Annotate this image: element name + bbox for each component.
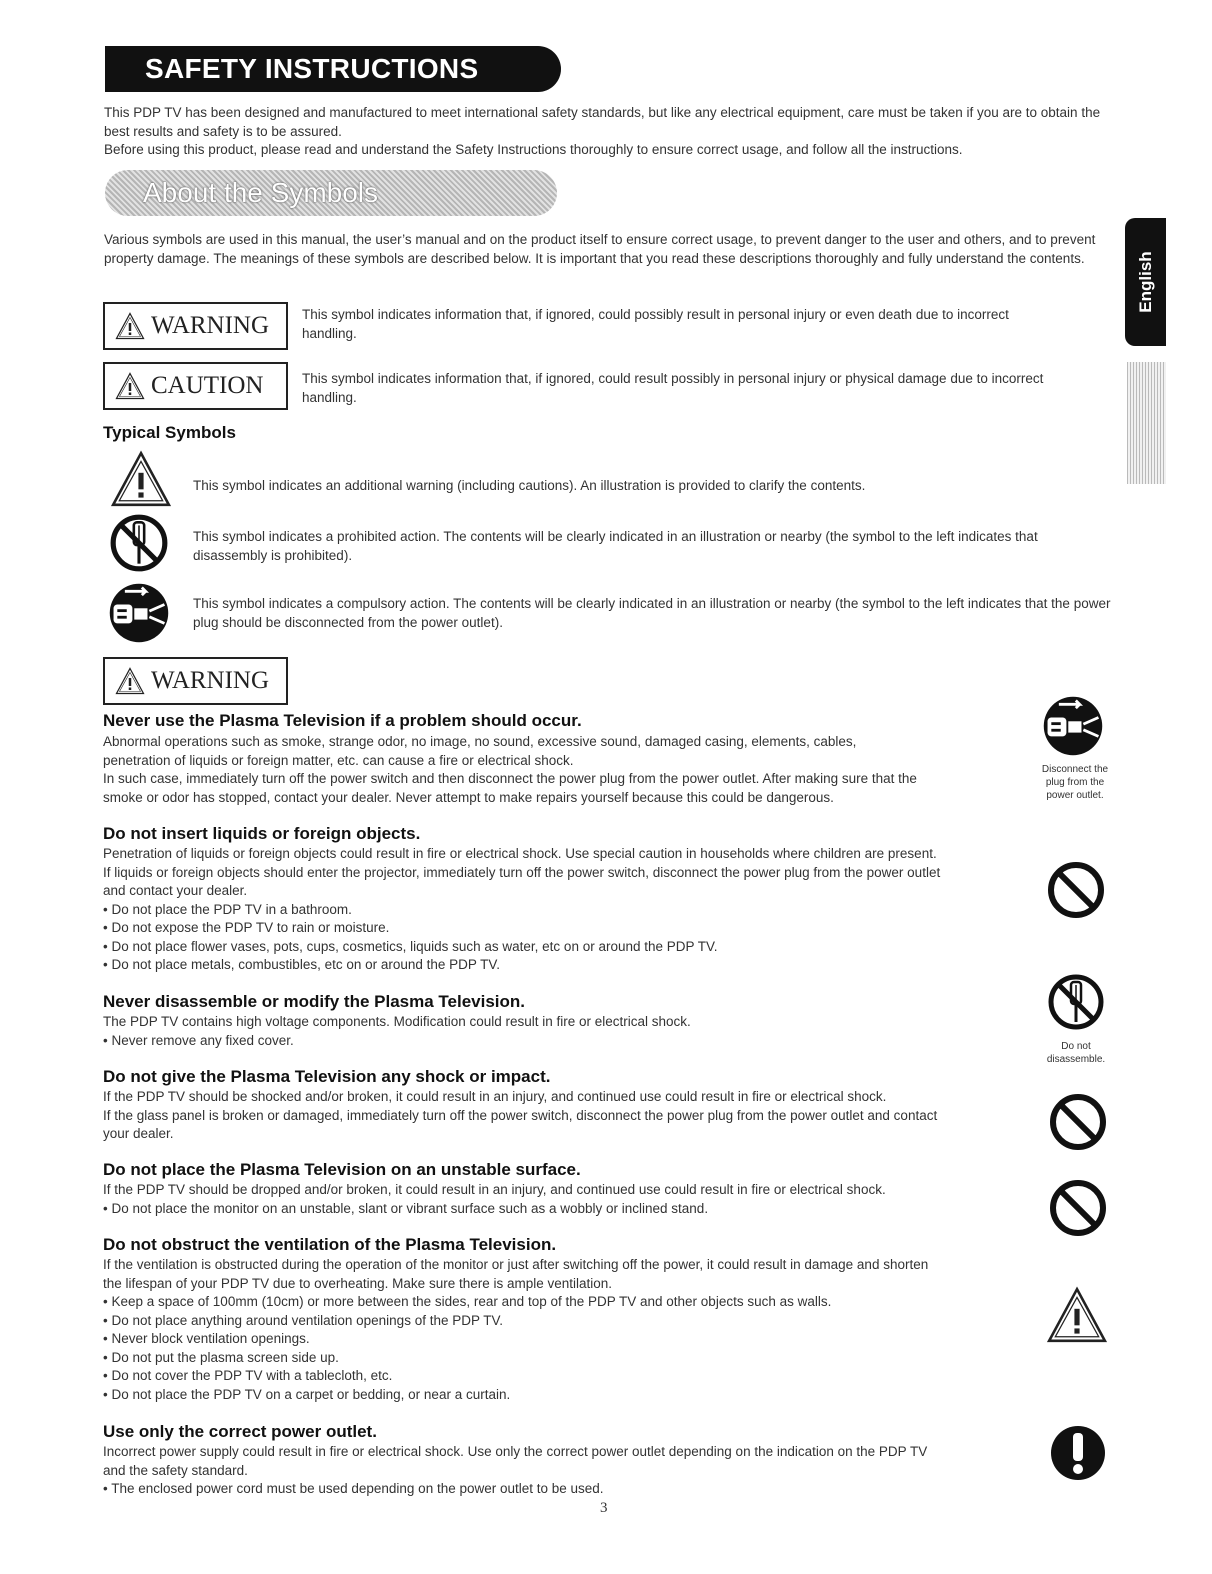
item-heading: Do not give the Plasma Television any shock or impact.	[103, 1067, 551, 1086]
no-disassembly-icon	[108, 512, 170, 574]
item-line: • Do not place the PDP TV in a bathroom.	[103, 901, 352, 917]
warning-triangle-icon	[110, 450, 172, 508]
item-line: In such case, immediately turn off the power switch and then disconnect the power plug from the power outlet. After making sure that the	[103, 771, 917, 786]
item-line: • Do not expose the PDP TV to rain or moisture.	[103, 920, 390, 935]
symbols-intro: Various symbols are used in this manual, the user’s manual and on the product itself to ensure correct usage, to prevent danger to the user and others, and to prevent property damage. The meanings of these symbols are described below. It is important that you read these descriptions thoroughly and fully understand the contents.	[104, 232, 1096, 266]
warning-section-label: WARNING	[151, 667, 270, 694]
warning-label: WARNING	[151, 312, 270, 339]
warning-triangle-icon	[115, 667, 145, 695]
item-line: • Do not place flower vases, pots, cups, cosmetics, liquids such as water, etc on or around the PDP TV.	[103, 938, 718, 954]
unplug-icon	[106, 580, 172, 646]
icon-caption	[1028, 763, 1122, 802]
item-line: Incorrect power supply could result in fire or electrical shock. Use only the correct power outlet depending on the indication on the PDP TV	[103, 1444, 928, 1459]
item-line: If the PDP TV should be shocked and/or broken, it could result in an injury, and continued use could result in fire or electrical shock.	[103, 1089, 887, 1104]
typical-symbol-desc: This symbol indicates a prohibited action. The contents will be clearly indicated in an illustration or nearby (the symbol to the left indicates that disassembly is prohibited).	[193, 529, 1038, 563]
item-line: and contact your dealer.	[103, 883, 248, 898]
item-line: • Keep a space of 100mm (10cm) or more between the sides, rear and top of the PDP TV and other objects such as walls.	[103, 1294, 832, 1309]
caution-description: This symbol indicates information that, if ignored, could result possibly in personal injury or physical damage due to incorrect handling.	[302, 371, 1044, 405]
caption-line: plug from the	[1045, 777, 1105, 788]
typical-symbol-desc: This symbol indicates an additional warning (including cautions). An illustration is provided to clarify the contents.	[193, 478, 866, 493]
page-number: 3	[600, 1500, 608, 1516]
item-heading: Do not insert liquids or foreign objects.	[103, 824, 421, 843]
page-title-banner	[105, 46, 561, 92]
warning-label-box	[103, 302, 288, 350]
intro-paragraph: Before using this product, please read and understand the Safety Instructions thoroughly to ensure correct usage, and follow all the instructions.	[104, 142, 963, 157]
caption-line: disassemble.	[1046, 1054, 1106, 1065]
compulsory-icon	[1048, 1423, 1108, 1483]
item-line: • The enclosed power cord must be used depending on the power outlet to be used.	[103, 1481, 604, 1496]
item-line: the lifespan of your PDP TV due to overheating. Make sure there is ample ventilation.	[103, 1275, 613, 1291]
item-line: • Do not place metals, combustibles, etc on or around the PDP TV.	[103, 957, 500, 972]
symbols-section-title: About the Symbols	[143, 177, 379, 208]
item-line: and the safety standard.	[103, 1462, 248, 1478]
item-line: Abnormal operations such as smoke, strange odor, no image, no sound, excessive sound, damaged casing, elements, cables,	[103, 734, 857, 749]
no-disassembly-icon	[1046, 972, 1106, 1032]
prohibited-icon	[1048, 1178, 1108, 1238]
item-line: • Do not cover the PDP TV with a tablecloth, etc.	[103, 1368, 393, 1383]
warning-description: This symbol indicates information that, if ignored, could possibly result in personal injury or even death due to incorrect handling.	[302, 307, 1009, 341]
item-body	[103, 1443, 1038, 1499]
warning-section-label-box	[103, 657, 288, 705]
item-line: penetration of liquids or foreign matter, etc. can cause a fire or electrical shock.	[103, 752, 574, 768]
item-heading: Do not obstruct the ventilation of the Plasma Television.	[103, 1235, 557, 1254]
item-heading: Do not place the Plasma Television on an unstable surface.	[103, 1160, 581, 1179]
item-body	[103, 733, 1033, 807]
warning-triangle-icon	[115, 312, 145, 340]
intro-text	[104, 104, 1114, 160]
caution-label-box	[103, 362, 288, 410]
typical-symbol-desc: This symbol indicates a compulsory action. The contents will be clearly indicated in an illustration or nearby (the symbol to the left indicates that the power plug should be disconnected from the power outlet).	[193, 596, 1111, 630]
item-line: • Do not place the monitor on an unstable, slant or vibrant surface such as a wobbly or inclined stand.	[103, 1200, 709, 1216]
side-decoration	[1127, 362, 1166, 484]
item-line: your dealer.	[103, 1126, 174, 1141]
item-line: • Do not place anything around ventilation openings of the PDP TV.	[103, 1312, 504, 1328]
item-line: If the glass panel is broken or damaged, immediately turn off the power switch, disconnect the power plug from the power outlet and contact	[103, 1107, 938, 1123]
typical-symbols-heading: Typical Symbols	[103, 423, 236, 442]
caption-line: Do not	[1061, 1041, 1091, 1052]
item-heading: Use only the correct power outlet.	[103, 1422, 377, 1441]
item-line: • Do not put the plasma screen side up.	[103, 1349, 339, 1365]
page-title: SAFETY INSTRUCTIONS	[145, 53, 479, 84]
prohibited-icon	[1048, 1092, 1108, 1152]
item-line: smoke or odor has stopped, contact your dealer. Never attempt to make repairs yourself because this could be dangerous.	[103, 789, 834, 805]
item-line: If liquids or foreign objects should enter the projector, immediately turn off the power switch, disconnect the power plug from the power outlet	[103, 864, 941, 880]
item-body	[103, 1181, 1003, 1218]
item-line: • Never remove any fixed cover.	[103, 1032, 294, 1048]
icon-caption	[1030, 1040, 1122, 1066]
caution-label: CAUTION	[151, 372, 264, 399]
item-line: • Never block ventilation openings.	[103, 1331, 310, 1346]
item-line: The PDP TV contains high voltage components. Modification could result in fire or electrical shock.	[103, 1014, 691, 1029]
intro-paragraph: This PDP TV has been designed and manufactured to meet international safety standards, but like any electrical equipment, care must be taken if you are to obtain the best results and safety is to be assured.	[104, 105, 1101, 139]
item-heading: Never use the Plasma Television if a problem should occur.	[103, 711, 582, 730]
warning-triangle-icon	[115, 372, 145, 400]
symbols-section-banner	[105, 170, 557, 216]
prohibited-icon	[1046, 860, 1106, 920]
caption-line: power outlet.	[1046, 790, 1104, 801]
item-body	[103, 845, 1038, 975]
caption-line: Disconnect the	[1041, 764, 1109, 775]
language-tab-label: English	[1135, 251, 1155, 313]
item-heading: Never disassemble or modify the Plasma Television.	[103, 992, 526, 1011]
item-body	[103, 1088, 1038, 1144]
item-line: Penetration of liquids or foreign objects could result in fire or electrical shock. Use special caution in households where children are present.	[103, 846, 937, 861]
language-tab	[1125, 218, 1166, 346]
item-body	[103, 1256, 1038, 1404]
warning-triangle-icon	[1046, 1286, 1108, 1344]
item-line: • Do not place the PDP TV on a carpet or bedding, or near a curtain.	[103, 1386, 511, 1402]
unplug-icon	[1040, 693, 1106, 759]
item-line: If the PDP TV should be dropped and/or broken, it could result in an injury, and continued use could result in fire or electrical shock.	[103, 1182, 886, 1197]
item-line: If the ventilation is obstructed during the operation of the monitor or just after switching off the power, it could result in damage and shorten	[103, 1257, 929, 1272]
item-body	[103, 1013, 1003, 1050]
